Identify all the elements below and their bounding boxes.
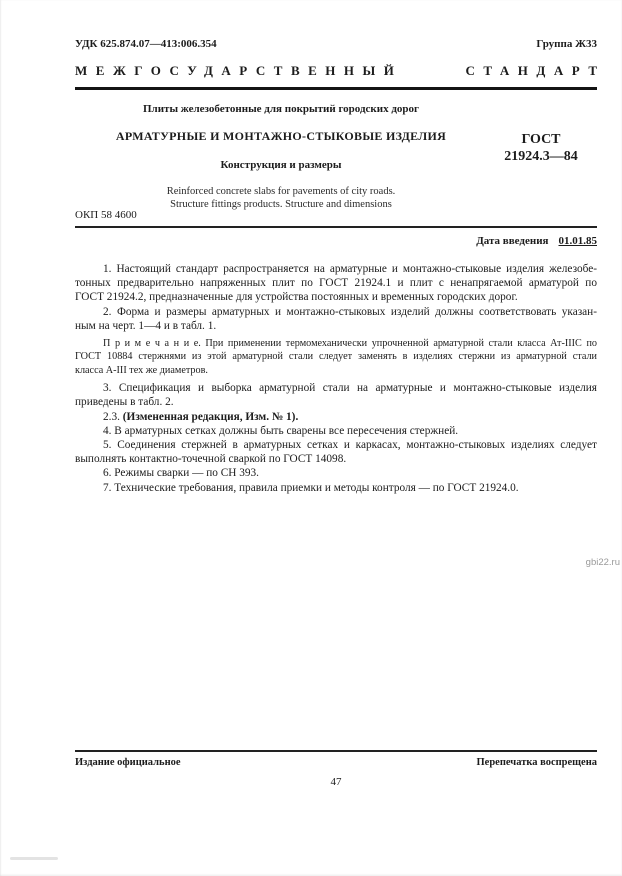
- title-block: [75, 103, 487, 211]
- gost-label: ГОСТ: [521, 132, 561, 147]
- paragraph-2-line-1: 2. Форма и размеры арматурных и монтажно-стыковых изделий должны соответствовать указан-: [103, 305, 597, 318]
- gost-designation: [485, 131, 597, 165]
- paragraph-1-line-3: ГОСТ 21924.2, предназначенные для устройства постоянных и временных городских дорог.: [75, 291, 518, 304]
- gost-number: 21924.3—84: [504, 149, 578, 164]
- note-paragraph: [75, 337, 597, 377]
- paragraph-2-line-2: ным на черт. 1—4 и в табл. 1.: [75, 319, 217, 332]
- paragraph-4: 4. В арматурных сетках должны быть сварены все пересечения стержней.: [103, 424, 459, 437]
- paragraph-5: [75, 438, 597, 466]
- standard-type-heading: [75, 63, 606, 79]
- udk-code: УДК 625.874.07—413:006.354: [75, 38, 217, 50]
- document-subject: Плиты железобетонные для покрытий городских дорог: [142, 103, 420, 115]
- okp-rule: [75, 226, 597, 228]
- paragraph-3: [75, 381, 597, 409]
- note-line-3: класса А-III тех же диаметров.: [75, 364, 208, 376]
- english-title-line-1: Reinforced concrete slabs for pavements of city roads.: [166, 186, 396, 197]
- paragraph-7: 7. Технические требования, правила приемки и методы контроля — по ГОСТ 21924.0.: [103, 481, 519, 494]
- paragraph-5-line-1: 5. Соединения стержней в арматурных сетках и каркасах, монтажно-стыковых изделиях следует: [103, 439, 597, 452]
- paragraph-2: [75, 305, 597, 333]
- amendment-prefix: 2.3.: [103, 410, 123, 423]
- paragraph-1: [75, 262, 597, 305]
- standard-type-word-1: МЕЖГОСУДАРСТВЕННЫЙ: [75, 63, 403, 78]
- english-title: [75, 186, 487, 211]
- footer-row: [75, 757, 597, 768]
- reprint-prohibited-label: Перепечатка воспрещена: [476, 757, 597, 768]
- header-rule: [75, 87, 597, 90]
- document-body: [75, 262, 597, 495]
- document-topline: [75, 38, 597, 50]
- document-title: АРМАТУРНЫЕ И МОНТАЖНО-СТЫКОВЫЕ ИЗДЕЛИЯ: [115, 129, 447, 143]
- footer-rule: [75, 750, 597, 752]
- introduction-date: [75, 235, 597, 247]
- site-watermark: gbi22.ru: [585, 557, 620, 568]
- note-line-2: ГОСТ 10884 стержнями из этой арматурной стали следует заменять в изделиях стержни из арматурной стали: [75, 351, 597, 363]
- paragraph-3-line-2: приведены в табл. 2.: [75, 396, 174, 409]
- standard-type-word-2: СТАНДАРТ: [465, 63, 606, 78]
- date-label: Дата введения: [476, 235, 549, 247]
- paragraph-3-line-1: 3. Спецификация и выборка арматурной стали на арматурные и монтажно-стыковые изделия: [103, 382, 597, 395]
- date-value: 01.01.85: [558, 235, 597, 247]
- paragraph-6: 6. Режимы сварки — по СН 393.: [103, 467, 260, 480]
- paragraph-1-line-2: тонных предварительно напряженных плит по ГОСТ 21924.1 и плит с ненапрягаемой арматурой по: [75, 277, 597, 290]
- paragraph-1-line-1: 1. Настоящий стандарт распространяется на арматурные и монтажно-стыковые изделия железобе-: [103, 263, 597, 275]
- group-code: Группа Ж33: [536, 38, 597, 50]
- page-number: 47: [330, 776, 342, 788]
- paragraph-5-line-2: выполнять контактно-точечной сваркой по ГОСТ 14098.: [75, 453, 347, 466]
- amendment-bold-text: (Измененная редакция, Изм. № 1).: [122, 410, 299, 423]
- scan-artifact-smudge: [10, 857, 58, 860]
- paragraph-2-3-amendment: [75, 410, 597, 424]
- english-title-line-2: Structure fittings products. Structure and dimensions: [170, 198, 392, 210]
- official-edition-label: Издание официальное: [75, 757, 181, 768]
- document-subtitle: Конструкция и размеры: [220, 159, 342, 171]
- note-line-1: П р и м е ч а н и е. При применении термомеханически упрочненной арматурной стали класса Ат-IIIС по: [103, 338, 597, 350]
- okp-code: ОКП 58 4600: [75, 209, 137, 221]
